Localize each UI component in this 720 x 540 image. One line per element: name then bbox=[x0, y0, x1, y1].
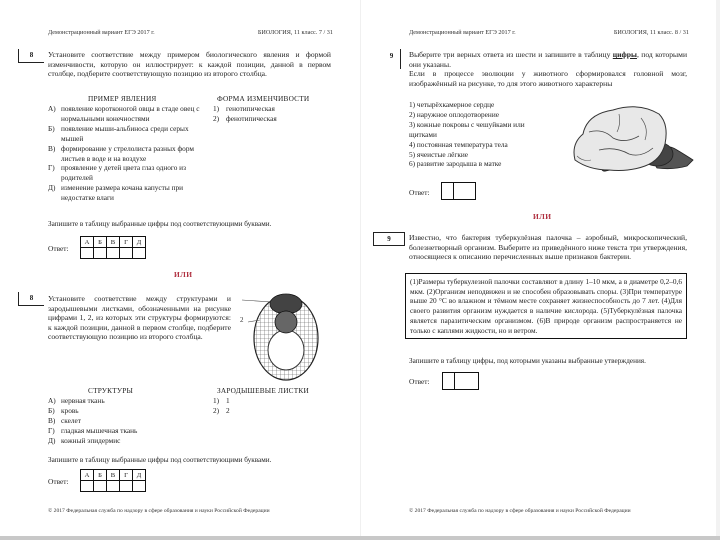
answer-label: Ответ: bbox=[48, 477, 69, 486]
list-item: Г) проявление у детей цвета глаз одного из родителей bbox=[48, 163, 186, 183]
brain-illustration-icon bbox=[569, 100, 701, 180]
list-item: Б) кровь bbox=[48, 405, 79, 415]
header-subject-page: БИОЛОГИЯ, 11 класс. 7 / 31 bbox=[257, 29, 333, 36]
header-variant: Демонстрационный вариант ЕГЭ 2017 г. bbox=[409, 29, 516, 36]
answer-cell[interactable] bbox=[455, 373, 479, 390]
answer-header-d: Д bbox=[133, 470, 146, 481]
page-footer: © 2017 Федеральная служба по надзору в сфере образования и науки Российской Федерации bbox=[48, 508, 270, 514]
running-header bbox=[409, 29, 689, 36]
answer-cell[interactable] bbox=[133, 481, 146, 492]
forms-list bbox=[213, 104, 323, 124]
answer-cell[interactable] bbox=[454, 183, 476, 200]
list-item: А) нервная ткань bbox=[48, 396, 105, 405]
list-item: Г) гладкая мышечная ткань bbox=[48, 425, 138, 435]
column-header-structures: СТРУКТУРЫ bbox=[88, 386, 134, 395]
embryo-figure bbox=[240, 286, 322, 382]
answer-table-9b[interactable] bbox=[442, 372, 479, 390]
task-9a-condition: Если в процессе эволюции у животного сформировался головной мозг, изображённый на рисунке, то для этого животного характерны bbox=[409, 69, 687, 88]
list-item: Д) кожный эпидермис bbox=[48, 435, 121, 445]
figure-label-2: 2 bbox=[240, 316, 244, 324]
option-item: 4) постоянная температура тела bbox=[409, 139, 508, 149]
answer-cell[interactable] bbox=[107, 248, 120, 259]
answer-header-v: В bbox=[107, 470, 120, 481]
bottom-bar bbox=[0, 536, 720, 540]
task-8a-instruction: Запишите в таблицу выбранные цифры под соответствующими буквами. bbox=[48, 220, 272, 228]
passage-box: (1)Размеры туберкулезной палочки составляют в длину 1–10 мкм, а в диаметре 0,2–0,6 мкм. (2)Организм неподвижен и не способен образовывать споры. (3)При температуре выше 20 °С во влажном и тёмном месте сохраняет жизнеспособность до 7 лет. (4)Для своего развития организм нуждается в наличие кислорода. (5)Туберкулёзная палочка является паразитическим организмом. (6)В природе организм распространяется не только с каплями жидкости, но и ветром. bbox=[405, 273, 687, 339]
task-number-box: 8 bbox=[18, 49, 44, 63]
answer-label: Ответ: bbox=[409, 188, 430, 197]
answer-table-9a[interactable] bbox=[441, 182, 476, 200]
layers-list bbox=[213, 396, 323, 416]
answer-cell[interactable] bbox=[81, 481, 94, 492]
brain-figure bbox=[569, 100, 701, 180]
answer-cell[interactable] bbox=[133, 248, 146, 259]
answer-cell[interactable] bbox=[81, 248, 94, 259]
task-9b-text: Известно, что бактерия туберкулёзная палочка – аэробный, микроскопический, болезнетворный организм. Выберите из приведённого ниже текста три утверждения, относящиеся к описанию перечисленных выше признаков бактерии. bbox=[409, 233, 687, 262]
list-item: В) формирование у стрелолиста разных форм листьев в воде и на воздухе bbox=[48, 143, 194, 163]
answer-header-g: Г bbox=[120, 237, 133, 248]
list-item: А) появление коротконогой овцы в стаде овец с нормальными конечностями bbox=[48, 104, 200, 123]
list-item: Д) изменение размера кочана капусты при недостатке влаги bbox=[48, 183, 184, 203]
option-item: 1) четырёхкамерное сердце bbox=[409, 100, 495, 109]
answer-header-a: А bbox=[81, 237, 94, 248]
answer-cell[interactable] bbox=[94, 481, 107, 492]
page-footer: © 2017 Федеральная служба по надзору в сфере образования и науки Российской Федерации bbox=[409, 508, 631, 514]
answer-header-b: Б bbox=[94, 470, 107, 481]
task-9a-options bbox=[409, 100, 549, 169]
task-number-box: 9 bbox=[383, 49, 401, 69]
or-separator: ИЛИ bbox=[533, 212, 552, 221]
task-number-box: 8 bbox=[18, 292, 44, 306]
answer-cell[interactable] bbox=[443, 373, 455, 390]
task-9b-instruction: Запишите в таблицу цифры, под которыми указаны выбранные утверждения. bbox=[409, 357, 646, 365]
answer-header-a: А bbox=[81, 470, 94, 481]
column-header-layers: ЗАРОДЫШЕВЫЕ ЛИСТКИ bbox=[217, 386, 309, 395]
answer-cell[interactable] bbox=[107, 481, 120, 492]
answer-header-g: Г bbox=[120, 470, 133, 481]
emphasis-digits: цифры bbox=[612, 50, 637, 59]
task-8a-text: Установите соответствие между примером биологического явления и формой изменчивости, которую он иллюстрирует: к каждой позиции, данной в первом столбце, подберите соответствующую позицию из второго столбца. bbox=[48, 50, 331, 79]
answer-cell[interactable] bbox=[120, 481, 133, 492]
answer-table-8a[interactable] bbox=[80, 236, 146, 259]
page-7 bbox=[0, 0, 360, 536]
header-variant: Демонстрационный вариант ЕГЭ 2017 г. bbox=[48, 29, 155, 36]
list-item: 2) фенотипическая bbox=[213, 113, 277, 123]
embryo-illustration-icon bbox=[240, 286, 322, 382]
option-item: 2) наружное оплодотворение bbox=[409, 109, 499, 119]
answer-label: Ответ: bbox=[409, 377, 430, 386]
list-item: В) скелет bbox=[48, 415, 81, 425]
task-8b-instruction: Запишите в таблицу выбранные цифры под соответствующими буквами. bbox=[48, 456, 272, 464]
page-8 bbox=[360, 0, 720, 536]
option-item: 6) развитие зародыша в матке bbox=[409, 159, 502, 169]
option-item: 3) кожные покровы с чешуйками или щитками bbox=[409, 119, 525, 139]
or-separator: ИЛИ bbox=[174, 270, 193, 279]
list-item: 2) 2 bbox=[213, 405, 230, 415]
answer-table-8b[interactable] bbox=[80, 469, 146, 492]
header-subject-page: БИОЛОГИЯ, 11 класс. 8 / 31 bbox=[613, 29, 689, 36]
answer-header-v: В bbox=[107, 237, 120, 248]
page-edge bbox=[716, 0, 720, 540]
list-item: 1) 1 bbox=[213, 396, 230, 405]
task-number-box: 9 bbox=[373, 232, 405, 246]
list-item: Б) появление мыши-альбиноса среди серых мышей bbox=[48, 123, 189, 143]
option-item: 5) ячеистые лёгкие bbox=[409, 149, 469, 159]
answer-header-b: Б bbox=[94, 237, 107, 248]
answer-label: Ответ: bbox=[48, 244, 69, 253]
column-header-examples: ПРИМЕР ЯВЛЕНИЯ bbox=[88, 94, 157, 103]
structures-list bbox=[48, 396, 208, 446]
running-header bbox=[48, 29, 333, 36]
answer-header-d: Д bbox=[133, 237, 146, 248]
task-8b-text: Установите соответствие между структурами и зародышевыми листками, обозначенными на рисунке цифрами 1, 2, из которых эти структуры формируются: к каждой позиции, данной в первом столбце, подберите соответствующую позицию из второго столбца. bbox=[48, 294, 231, 342]
answer-cell[interactable] bbox=[94, 248, 107, 259]
examples-list bbox=[48, 104, 208, 203]
answer-cell[interactable] bbox=[120, 248, 133, 259]
list-item: 1) генотипическая bbox=[213, 104, 275, 113]
task-9a-text: Выберите три верных ответа из шести и запишите в таблицу цифры, под которыми они указаны. bbox=[409, 50, 688, 69]
answer-cell[interactable] bbox=[442, 183, 454, 200]
column-header-forms: ФОРМА ИЗМЕНЧИВОСТИ bbox=[217, 94, 310, 103]
